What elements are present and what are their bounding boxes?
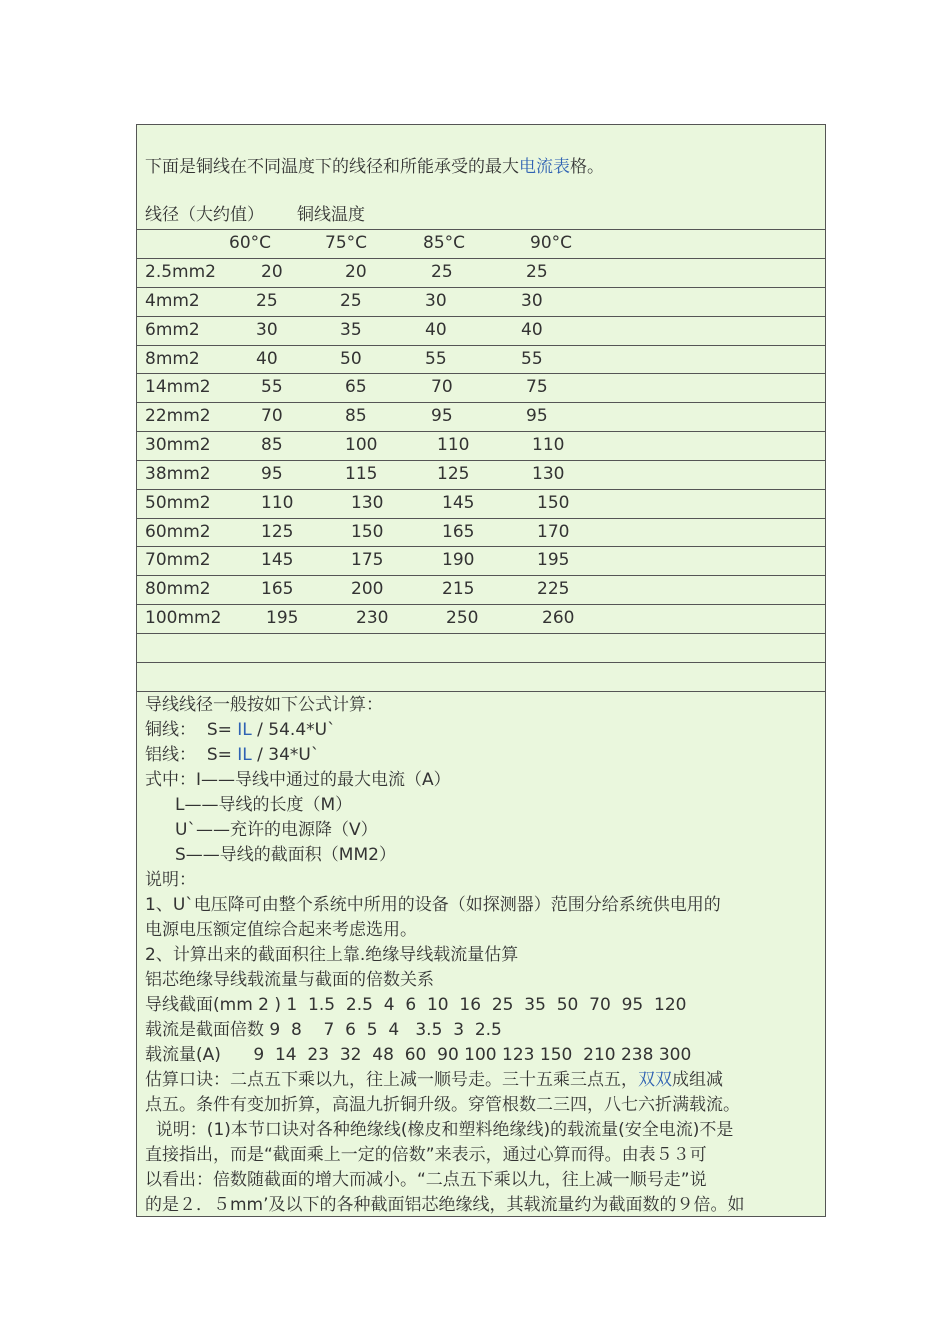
temp-60: 60°C (229, 233, 272, 253)
value-cell: 130 (351, 493, 384, 513)
value-cell: 35 (340, 320, 362, 340)
size-cell: 100mm2 (145, 608, 222, 628)
value-cell: 225 (537, 579, 570, 599)
value-cell: 25 (431, 262, 453, 282)
size-cell: 80mm2 (145, 579, 211, 599)
value-cell: 70 (431, 377, 453, 397)
note-1b: 电源电压额定值综合起来考虑选用。 (145, 920, 417, 940)
value-cell: 70 (261, 406, 283, 426)
il-link[interactable]: IL (237, 720, 252, 740)
value-cell: 95 (261, 464, 283, 484)
value-cell: 260 (542, 608, 575, 628)
current-table-link[interactable]: 电流表 (519, 157, 570, 177)
diameter-header: 线径（大约值） (145, 205, 264, 225)
value-cell: 25 (526, 262, 548, 282)
explanation-2: 直接指出，而是“截面乘上一定的倍数”来表示，通过心算而得。由表５３可 (145, 1145, 707, 1165)
value-cell: 150 (351, 522, 384, 542)
value-cell: 215 (442, 579, 475, 599)
value-cell: 30 (256, 320, 278, 340)
value-cell: 230 (356, 608, 389, 628)
size-cell: 2.5mm2 (145, 262, 216, 282)
rhyme-line-1: 估算口诀：二点五下乘以九，往上减一顺号走。三十五乘三点五，双双成组减 (145, 1070, 723, 1090)
size-cell: 70mm2 (145, 550, 211, 570)
value-cell: 85 (345, 406, 367, 426)
value-cell: 165 (442, 522, 475, 542)
explanation-4: 的是２．５mm’及以下的各种截面铝芯绝缘线，其载流量约为截面数的９倍。如 (145, 1195, 745, 1215)
value-cell: 145 (261, 550, 294, 570)
def-length: L——导线的长度（M） (175, 795, 353, 815)
value-cell: 25 (256, 291, 278, 311)
table-row (137, 464, 825, 484)
section-list: 导线截面(mm 2 ) 1 1.5 2.5 4 6 10 16 25 35 50 70 95 120 (145, 995, 687, 1015)
def-section: S——导线的截面积（MM2） (175, 845, 396, 865)
size-cell: 50mm2 (145, 493, 211, 513)
def-voltage-drop: U`——充许的电源降（V） (175, 820, 378, 840)
value-cell: 50 (340, 349, 362, 369)
value-cell: 130 (532, 464, 565, 484)
size-cell: 6mm2 (145, 320, 200, 340)
value-cell: 55 (425, 349, 447, 369)
divider (137, 229, 825, 230)
table-row (137, 291, 825, 311)
note-2: 2、计算出来的截面积往上靠.绝缘导线载流量估算 (145, 945, 519, 965)
value-cell: 125 (261, 522, 294, 542)
table-row (137, 550, 825, 570)
temp-90: 90°C (530, 233, 573, 253)
current-list: 载流量(A) 9 14 23 32 48 60 90 100 123 150 210 238 300 (145, 1045, 692, 1065)
size-cell: 14mm2 (145, 377, 211, 397)
relation-title: 铝芯绝缘导线载流量与截面的倍数关系 (145, 970, 434, 990)
value-cell: 110 (437, 435, 470, 455)
value-cell: 100 (345, 435, 378, 455)
size-cell: 4mm2 (145, 291, 200, 311)
table-row (137, 320, 825, 340)
value-cell: 190 (442, 550, 475, 570)
value-cell: 175 (351, 550, 384, 570)
temperature-header: 铜线温度 (297, 205, 365, 225)
multiple-list: 载流是截面倍数 9 8 7 6 5 4 3.5 3 2.5 (145, 1020, 502, 1040)
size-cell: 38mm2 (145, 464, 211, 484)
value-cell: 145 (442, 493, 475, 513)
aluminum-formula: 铝线： S= IL / 34*U` (145, 745, 320, 765)
shuangshuang-link[interactable]: 双双 (638, 1070, 672, 1090)
value-cell: 40 (521, 320, 543, 340)
value-cell: 95 (526, 406, 548, 426)
table-row (137, 435, 825, 455)
formula-where: 式中：I——导线中通过的最大电流（A） (145, 770, 451, 790)
value-cell: 125 (437, 464, 470, 484)
value-cell: 85 (261, 435, 283, 455)
formula-notes (145, 693, 821, 1218)
value-cell: 75 (526, 377, 548, 397)
intro-text: 下面是铜线在不同温度下的线径和所能承受的最大电流表格。 (145, 157, 604, 177)
il-link[interactable]: IL (237, 745, 252, 765)
value-cell: 25 (340, 291, 362, 311)
value-cell: 40 (256, 349, 278, 369)
value-cell: 250 (446, 608, 479, 628)
rhyme-line-2: 点五。条件有变加折算，高温九折铜升级。穿管根数二三四，八七六折满载流。 (145, 1095, 740, 1115)
size-cell: 22mm2 (145, 406, 211, 426)
table-row (137, 608, 825, 628)
value-cell: 195 (266, 608, 299, 628)
value-cell: 55 (521, 349, 543, 369)
value-cell: 150 (537, 493, 570, 513)
size-cell: 30mm2 (145, 435, 211, 455)
table-row (137, 522, 825, 542)
value-cell: 20 (345, 262, 367, 282)
value-cell: 30 (521, 291, 543, 311)
size-cell: 8mm2 (145, 349, 200, 369)
table-row (137, 349, 825, 369)
value-cell: 110 (532, 435, 565, 455)
value-cell: 30 (425, 291, 447, 311)
document-table (136, 124, 826, 1217)
value-cell: 95 (431, 406, 453, 426)
value-cell: 165 (261, 579, 294, 599)
value-cell: 200 (351, 579, 384, 599)
explanation-3: 以看出：倍数随截面的增大而减小。“二点五下乘以九，往上减一顺号走”说 (145, 1170, 707, 1190)
temp-75: 75°C (325, 233, 368, 253)
value-cell: 40 (425, 320, 447, 340)
table-row (137, 262, 825, 282)
value-cell: 20 (261, 262, 283, 282)
value-cell: 115 (345, 464, 378, 484)
table-row (137, 406, 825, 426)
value-cell: 170 (537, 522, 570, 542)
copper-formula: 铜线： S= IL / 54.4*U` (145, 720, 336, 740)
value-cell: 55 (261, 377, 283, 397)
table-row (137, 493, 825, 513)
table-row (137, 377, 825, 397)
note-title: 说明： (145, 870, 196, 890)
size-cell: 60mm2 (145, 522, 211, 542)
value-cell: 65 (345, 377, 367, 397)
temp-85: 85°C (423, 233, 466, 253)
value-cell: 195 (537, 550, 570, 570)
note-1a: 1、U`电压降可由整个系统中所用的设备（如探测器）范围分给系统供电用的 (145, 895, 721, 915)
temperature-row (137, 233, 825, 253)
explanation-1: 说明：(1)本节口诀对各种绝缘线(橡皮和塑料绝缘线)的载流量(安全电流)不是 (145, 1120, 734, 1140)
formula-heading: 导线线径一般按如下公式计算： (145, 695, 383, 715)
value-cell: 110 (261, 493, 294, 513)
table-row (137, 579, 825, 599)
